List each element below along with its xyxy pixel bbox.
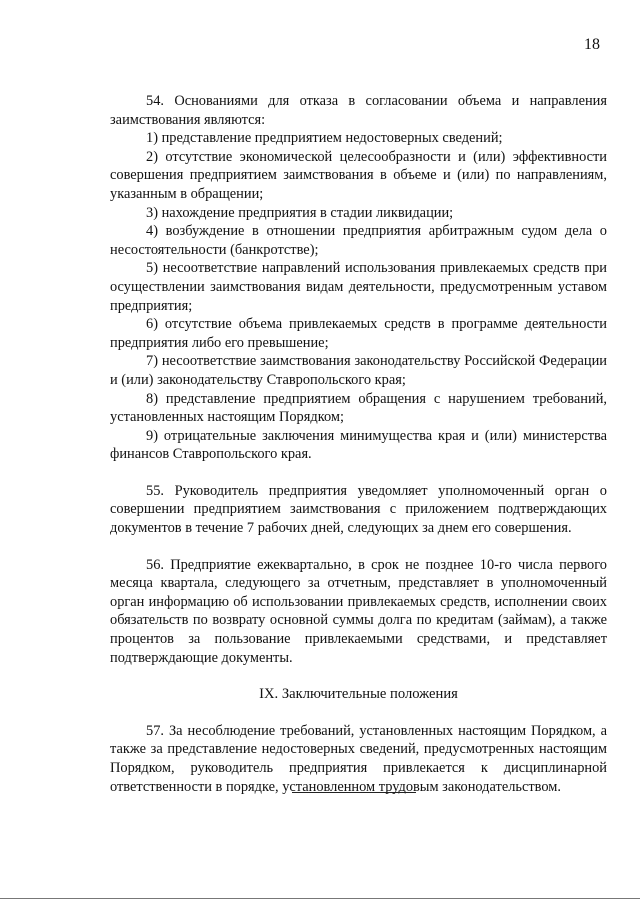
paragraph-55: 55. Руководитель предприятия уведомляет уполномоченный орган о совершении предприятием заимствования с приложением подтверждающих документов в течение 7 рабочих дней, следующих за днем его совершения. <box>110 482 607 537</box>
end-divider <box>292 792 416 793</box>
paragraph-54-item-1: 1) представление предприятием недостоверных сведений; <box>146 130 503 147</box>
paragraph-56: 56. Предприятие ежеквартально, в срок не позднее 10-го числа первого месяца квартала, следующего за отчетным, представляет в уполномоченный орган информацию об использовании привлекаемых средств, исполнении своих обязательств по возврату основной суммы долга по кредитам (займам), а также процентов за пользование привлекаемыми средствами, и представляет подтверждающие документы. <box>110 556 607 666</box>
paragraph-54-item-2: 2) отсутствие экономической целесообразности и (или) эффективности совершения предприятием заимствования в объеме и (или) по направлениям, указанным в обращении; <box>110 148 607 202</box>
paragraph-54-item-9: 9) отрицательные заключения минимущества края и (или) министерства финансов Ставропольского края. <box>110 427 607 463</box>
scan-edge-line <box>0 898 640 899</box>
page-number: 18 <box>584 36 600 53</box>
paragraph-54-item-3: 3) нахождение предприятия в стадии ликвидации; <box>146 204 454 221</box>
document-body <box>110 92 607 796</box>
paragraph-54-item-7: 7) несоответствие заимствования законодательству Российской Федерации и (или) законодательству Ставропольского края; <box>110 353 607 388</box>
paragraph-54-item-4: 4) возбуждение в отношении предприятия арбитражным судом дела о несостоятельности (банкротстве); <box>110 223 607 258</box>
paragraph-57: 57. За несоблюдение требований, установленных настоящим Порядком, а также за представление недостоверных сведений, предусмотренных настоящим Порядком, руководитель предприятия привлекается к дисциплинарной ответственности в порядке, установленном трудовым законодательством. <box>110 722 607 795</box>
section-heading: IX. Заключительные положения <box>259 686 458 703</box>
paragraph-54-intro: 54. Основаниями для отказа в согласовании объема и направления заимствования являются: <box>110 93 607 128</box>
paragraph-54-item-6: 6) отсутствие объема привлекаемых средств в программе деятельности предприятия либо его превышение; <box>110 316 607 351</box>
paragraph-54-item-5: 5) несоответствие направлений использования привлекаемых средств при осуществлении заимствования видам деятельности, предусмотренным уставом предприятия; <box>110 260 607 314</box>
paragraph-54-item-8: 8) представление предприятием обращения с нарушением требований, установленных настоящим Порядком; <box>110 390 607 426</box>
